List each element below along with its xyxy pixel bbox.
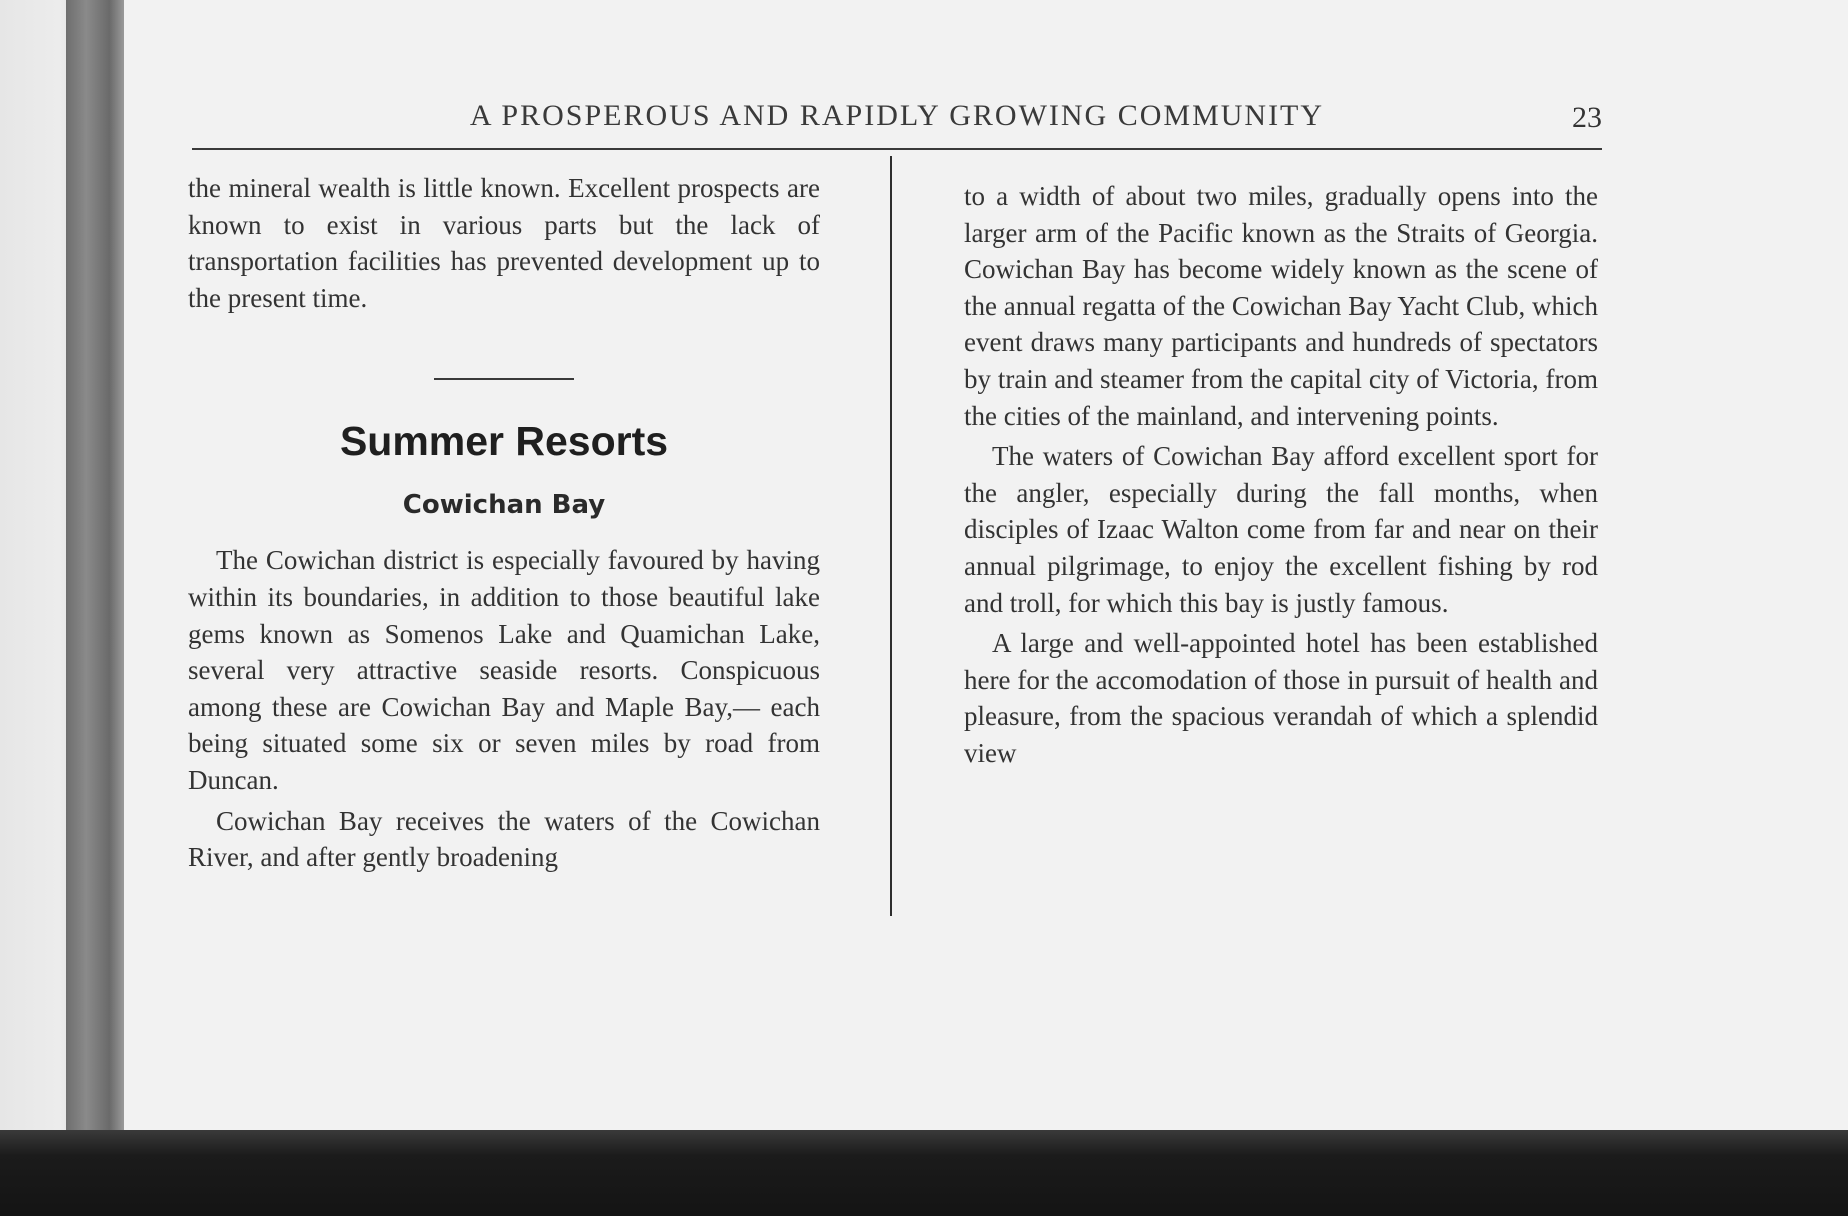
section-separator: [434, 378, 574, 380]
intro-paragraph: the mineral wealth is little known. Excellent prospects are known to exist in various parts but the lack of transportation facilities has prevented development up to the present time.: [188, 173, 820, 313]
scan-background: [0, 1130, 1848, 1216]
paragraph: A large and well-appointed hotel has been established here for the accomodation of those in pursuit of health and pleasure, from the spacious verandah of which a splendid view: [964, 628, 1598, 768]
subsection-title: Cowichan Bay: [402, 490, 606, 521]
page-number: 23: [1572, 101, 1602, 134]
paragraph: The Cowichan district is especially favoured by having within its boundaries, in addition to those beautiful lake gems known as Somenos Lake and Quamichan Lake, several very attractive seaside resorts. Conspicuous among these are Cowichan Bay and Maple Bay,— each being situated some six or seven miles by road from Duncan.: [188, 545, 820, 795]
right-column: [964, 178, 1598, 772]
paragraph: to a width of about two miles, gradually opens into the larger arm of the Pacific known as the Straits of Georgia. Cowichan Bay has become widely known as the scene of the annual regatta of the Cowichan Bay Yacht Club, which event draws many participants and hundreds of spectators by train and steamer from the capital city of Victoria, from the cities of the mainland, and intervening points.: [964, 181, 1598, 431]
running-title: A PROSPEROUS AND RAPIDLY GROWING COMMUNITY: [469, 99, 1325, 132]
book-spine: [66, 0, 124, 1148]
paragraph: Cowichan Bay receives the waters of the Cowichan River, and after gently broadening: [188, 805, 820, 873]
left-column: [188, 170, 820, 876]
section-title: Summer Resorts: [339, 418, 669, 465]
column-divider: [890, 156, 892, 916]
page-header: [192, 96, 1602, 150]
paragraph: The waters of Cowichan Bay afford excellent sport for the angler, especially during the fall months, when disciples of Izaac Walton come from far and near on their annual pilgrimage, to enjoy the excellent fishing by rod and troll, for which this bay is justly famous.: [964, 441, 1598, 618]
